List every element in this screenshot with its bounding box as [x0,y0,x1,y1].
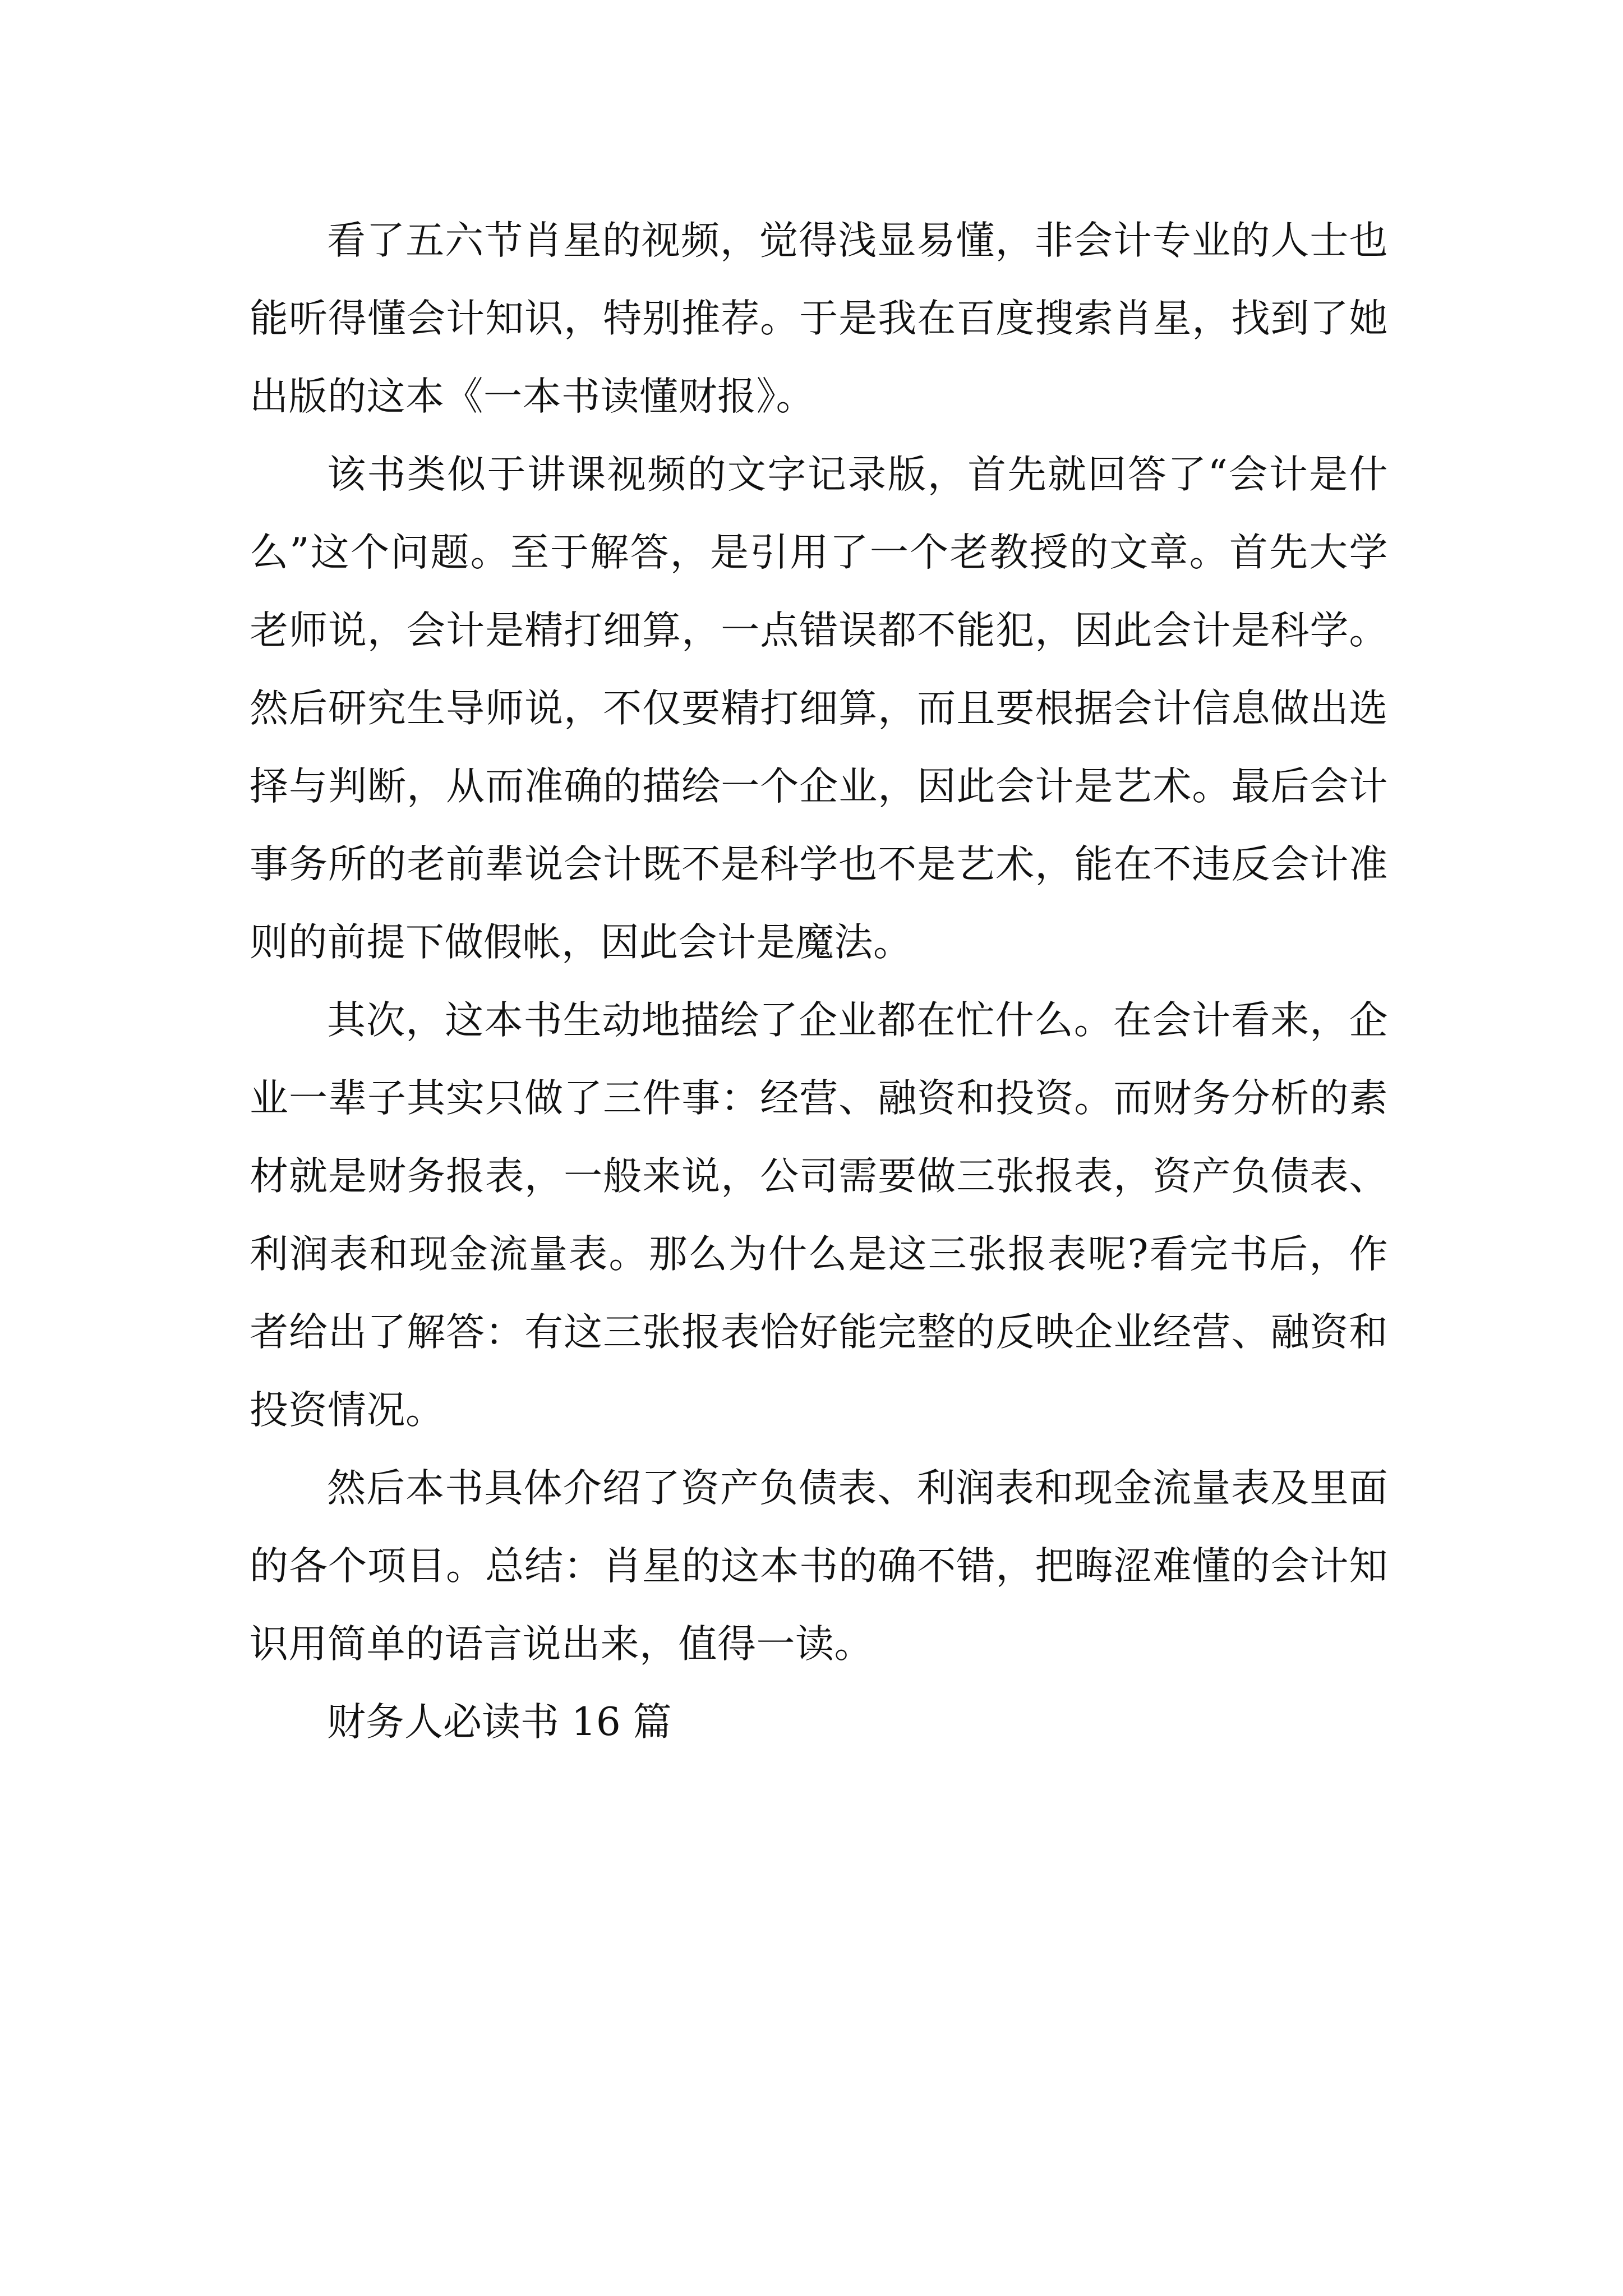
document-body [250,202,1388,1761]
section-title: 财务人必读书 16 篇 [327,1700,672,1745]
paragraph-summary: 然后本书具体介绍了资产负债表、利润表和现金流量表及里面的各个项目。总结：肖星的这本书的确不错，把晦涩难懂的会计知识用简单的语言说出来，值得一读。 [250,1466,1388,1667]
paragraph-what-is-accounting: 该书类似于讲课视频的文字记录版，首先就回答了“会计是什么”这个问题。至于解答，是引用了一个老教授的文章。首先大学老师说，会计是精打细算，一点错误都不能犯，因此会计是科学。然后研究生导师说，不仅要精打细算，而且要根据会计信息做出选择与判断，从而准确的描绘一个企业，因此会计是艺术。最后会计事务所的老前辈说会计既不是科学也不是艺术，能在不违反会计准则的前提下做假帐，因此会计是魔法。 [250,452,1388,965]
paragraph-what-companies-do: 其次，这本书生动地描绘了企业都在忙什么。在会计看来，企业一辈子其实只做了三件事：经营、融资和投资。而财务分析的素材就是财务报表，一般来说，公司需要做三张报表，资产负债表、利润表和现金流量表。那么为什么是这三张报表呢?看完书后，作者给出了解答：有这三张报表恰好能完整的反映企业经营、融资和投资情况。 [250,998,1388,1433]
paragraph-intro: 看了五六节肖星的视频，觉得浅显易懂，非会计专业的人士也能听得懂会计知识，特别推荐。于是我在百度搜索肖星，找到了她出版的这本《一本书读懂财报》。 [250,218,1388,419]
